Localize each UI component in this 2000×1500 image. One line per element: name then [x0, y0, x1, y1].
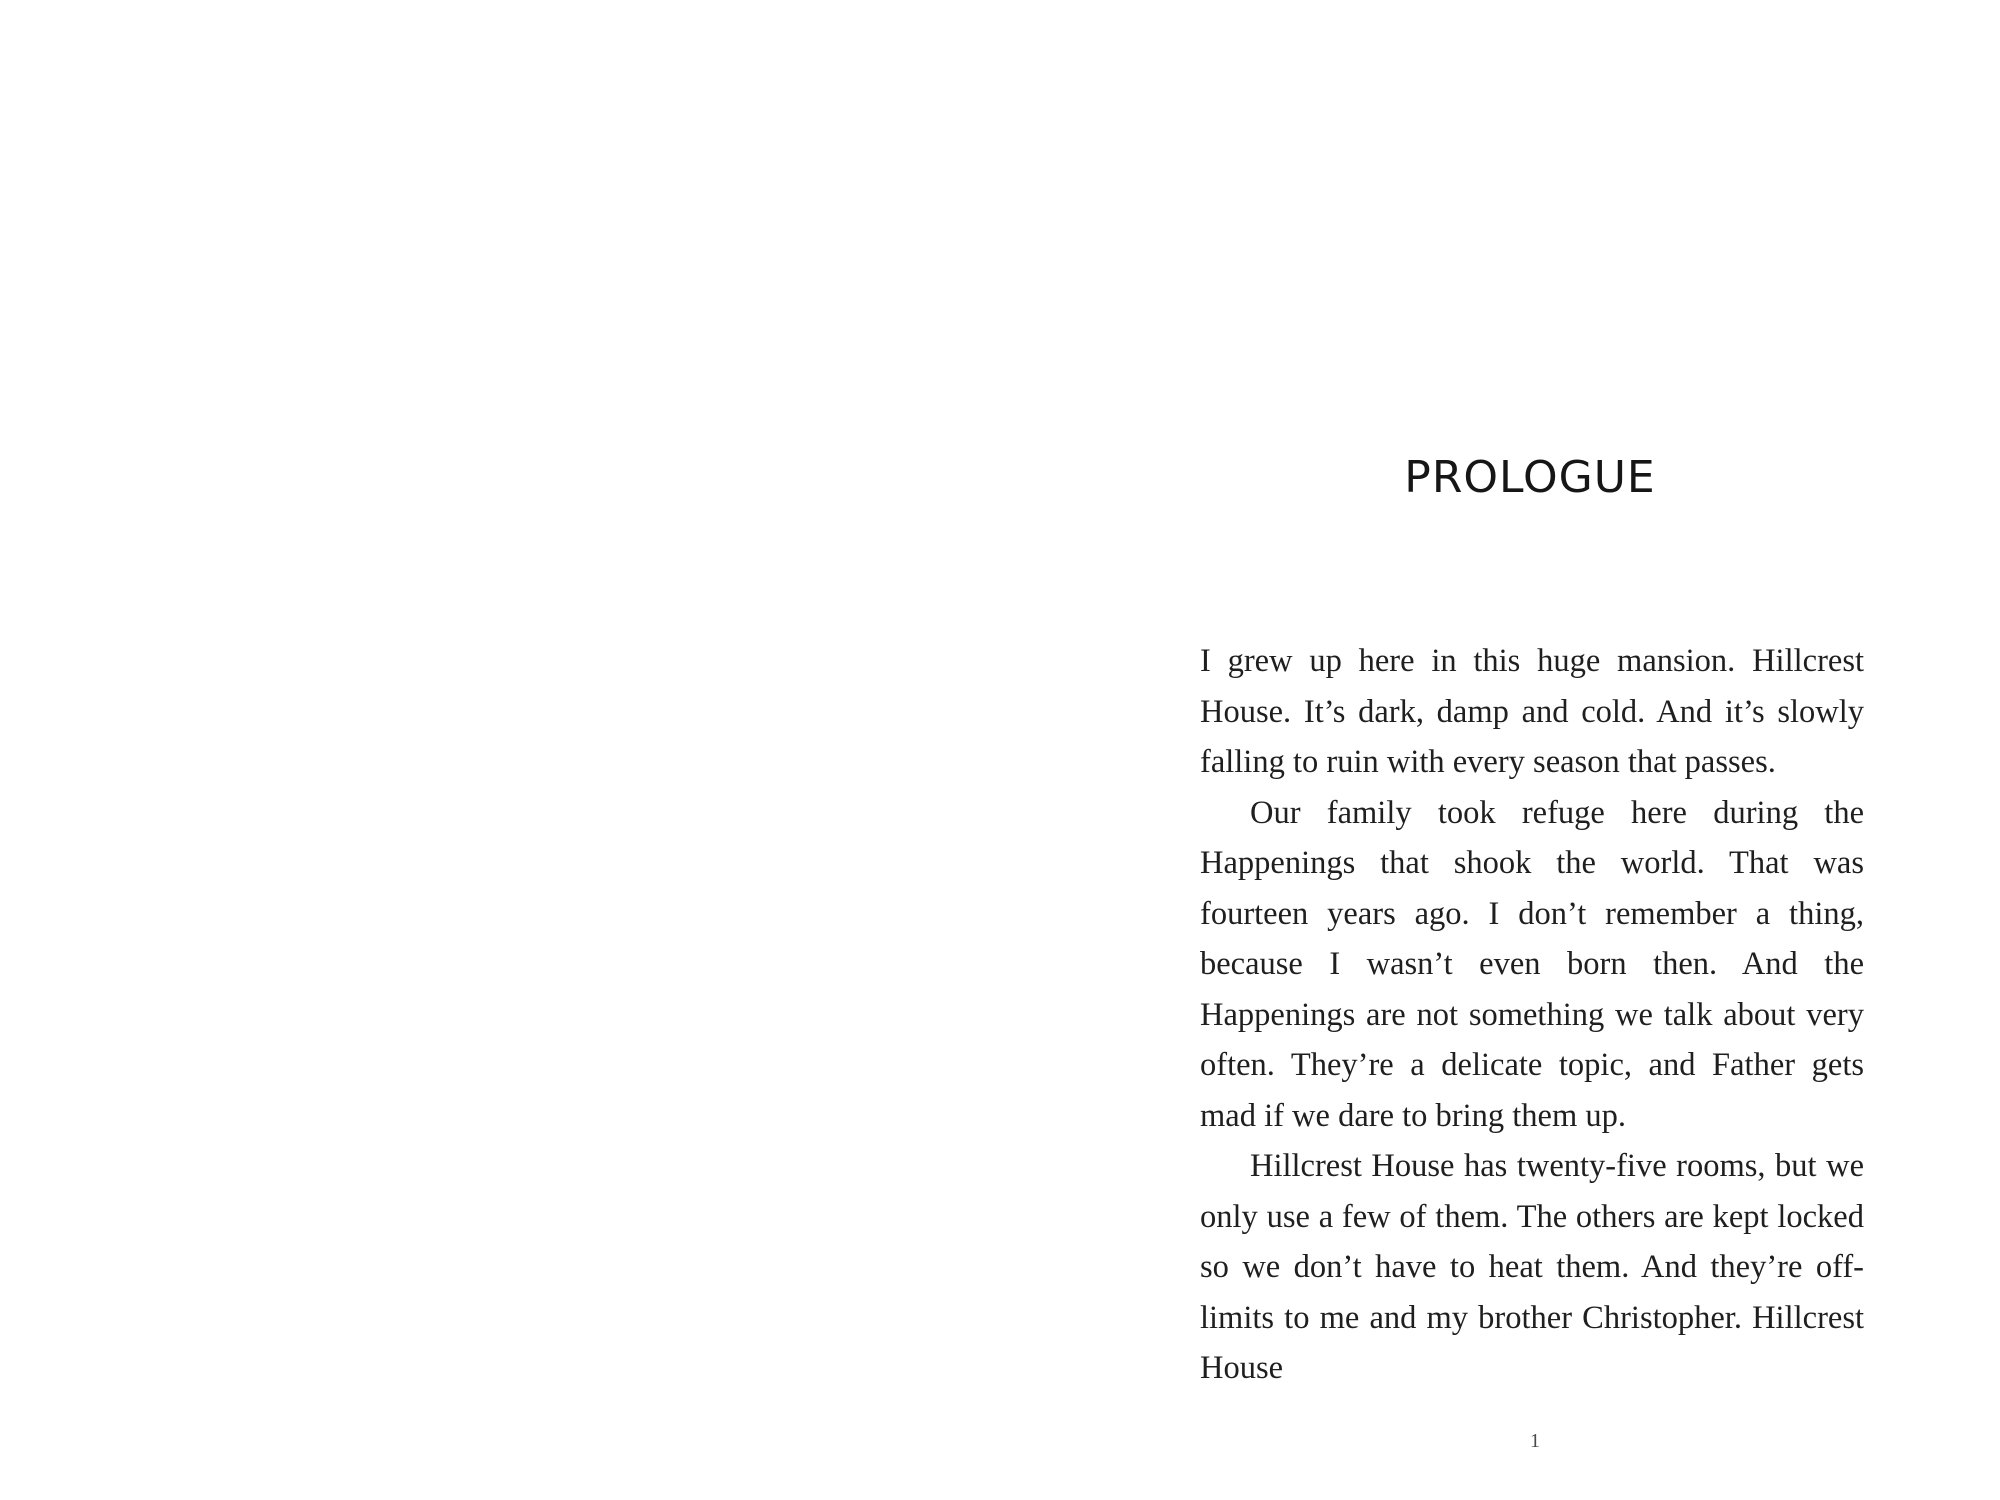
chapter-body — [1200, 636, 1864, 1394]
paragraph-2: Our family took refuge here during the Happenings that shook the world. That was fourteen years ago. I don’t remember a thing, because I wasn’t even born then. And the Happenings are not something we talk about very often. They’re a delicate topic, and Father gets mad if we dare to bring them up. — [1200, 794, 1864, 1134]
paragraph-1: I grew up here in this huge mansion. Hillcrest House. It’s dark, damp and cold. And it’s slowly falling to ruin with every season that passes. — [1200, 643, 1864, 780]
paragraph-3: Hillcrest House has twenty-five rooms, but we only use a few of them. The others are kept locked so we don’t have to heat them. And they’re off-limits to me and my brother Christopher. Hillcrest House — [1200, 1148, 1864, 1386]
page-number: 1 — [1530, 1430, 1540, 1452]
chapter-title: PROLOGUE — [1404, 452, 1656, 503]
